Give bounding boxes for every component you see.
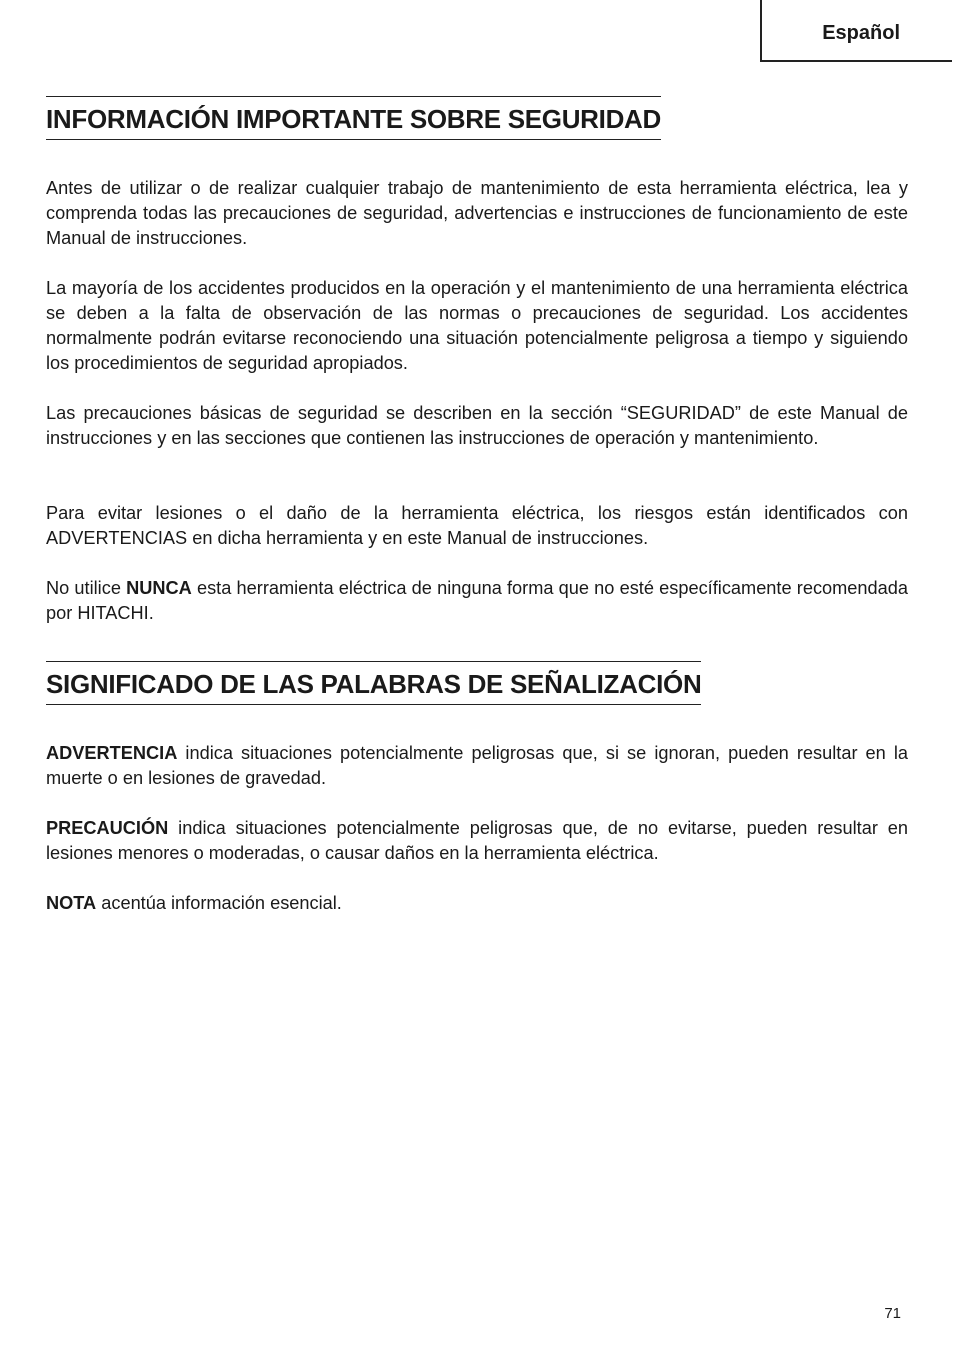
never-use-prefix: No utilice bbox=[46, 578, 127, 598]
definition-caution bbox=[46, 816, 908, 866]
paragraph-read-manual: Antes de utilizar o de realizar cualquier trabajo de mantenimiento de esta herramienta eléctrica, lea y comprenda todas las precauciones de seguridad, advertencias e instrucciones de funcionamiento de este Manual de instrucciones. bbox=[46, 178, 908, 248]
never-use-suffix: esta herramienta eléctrica de ninguna forma que no esté específicamente recomendada por HITACHI. bbox=[46, 578, 908, 623]
definition-note bbox=[46, 891, 908, 916]
language-tab bbox=[760, 0, 952, 62]
caution-term: PRECAUCIÓN bbox=[46, 818, 169, 838]
warning-term: ADVERTENCIA bbox=[46, 743, 178, 763]
paragraph-accidents: La mayoría de los accidentes producidos en la operación y el mantenimiento de una herramienta eléctrica se deben a la falta de observación de las normas o precauciones de seguridad. Los accidentes normalmente podrán evitarse reconociendo una situación potencialmente peligrosa a tiempo y siguiendo los procedimientos de seguridad apropiados. bbox=[46, 278, 908, 373]
definition-warning bbox=[46, 741, 908, 791]
page-number: 71 bbox=[884, 1305, 901, 1322]
note-definition: acentúa información esencial. bbox=[96, 893, 342, 913]
paragraph-never-use bbox=[46, 576, 908, 626]
section-title-signal-words: SIGNIFICADO DE LAS PALABRAS DE SEÑALIZACIÓN bbox=[46, 661, 701, 705]
section-title-safety-info: INFORMACIÓN IMPORTANTE SOBRE SEGURIDAD bbox=[46, 96, 661, 140]
caution-definition: indica situaciones potencialmente peligrosas que, de no evitarse, pueden resultar en lesiones menores o moderadas, o causar daños en la herramienta eléctrica. bbox=[46, 818, 908, 863]
warning-definition: indica situaciones potencialmente peligrosas que, si se ignoran, pueden resultar en la muerte o en lesiones de gravedad. bbox=[46, 743, 908, 788]
note-term: NOTA bbox=[46, 893, 97, 913]
language-label: Español bbox=[822, 22, 900, 44]
paragraph-hazard-identification: Para evitar lesiones o el daño de la herramienta eléctrica, los riesgos están identificados con ADVERTENCIAS en dicha herramienta y en este Manual de instrucciones. bbox=[46, 503, 908, 548]
paragraph-basic-precautions: Las precauciones básicas de seguridad se describen en la sección “SEGURIDAD” de este Manual de instrucciones y en las secciones que contienen las instrucciones de operación y mantenimiento. bbox=[46, 403, 908, 448]
never-emphasis: NUNCA bbox=[126, 578, 192, 598]
